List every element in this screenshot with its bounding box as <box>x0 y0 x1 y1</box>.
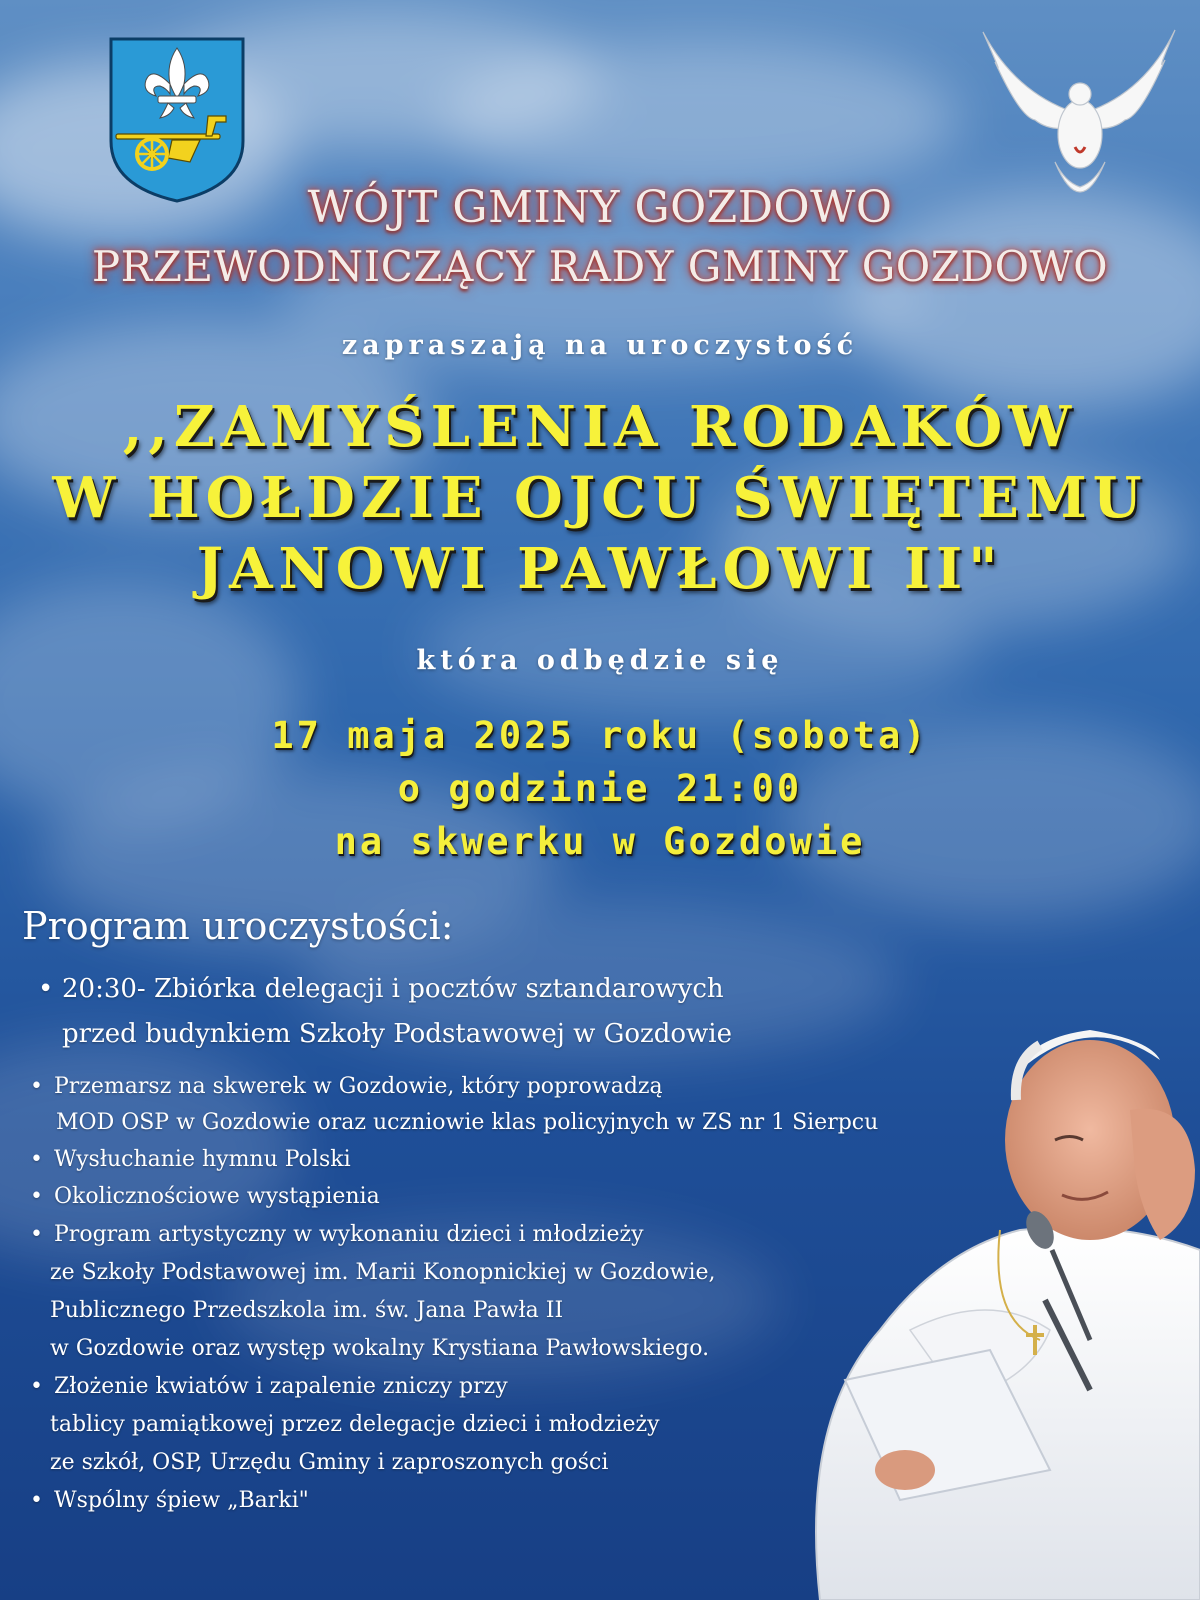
program-item-text: Przemarsz na skwerek w Gozdowie, który poprowadzą <box>54 1074 663 1099</box>
program-item-text: przed budynkiem Szkoły Podstawowej w Gozdowie <box>62 1019 733 1049</box>
program-item <box>30 1184 380 1209</box>
bullet: • <box>38 974 54 1004</box>
event-place: na skwerku w Gozdowie <box>334 820 866 863</box>
program-item <box>30 1222 644 1247</box>
event-date: 17 maja 2025 roku (sobota) <box>271 714 929 757</box>
program-item-text: ze Szkoły Podstawowej im. Marii Konopnickiej w Gozdowie, <box>50 1260 716 1285</box>
program-item <box>30 1074 663 1099</box>
program-item-text: 20:30- Zbiórka delegacji i pocztów sztandarowych <box>62 974 724 1004</box>
program-item-text: w Gozdowie oraz występ wokalny Krystiana Pawłowskiego. <box>50 1336 710 1361</box>
invite-which: która odbędzie się <box>416 645 784 676</box>
bullet: • <box>30 1374 43 1399</box>
bullet: • <box>30 1147 43 1172</box>
bullet: • <box>30 1488 43 1513</box>
program-item-text: Program artystyczny w wykonaniu dzieci i młodzieży <box>54 1222 644 1247</box>
header-line-2: PRZEWODNICZĄCY RADY GMINY GOZDOWO <box>91 242 1109 291</box>
coat-of-arms-icon <box>108 36 246 204</box>
program-item <box>30 1147 351 1172</box>
program-item-text: ze szkół, OSP, Urzędu Gminy i zaproszonych gości <box>50 1450 609 1475</box>
program-title: Program uroczystości: <box>22 904 454 948</box>
program-item-text: Wspólny śpiew „Barki" <box>54 1488 309 1513</box>
program-item-text: Okolicznościowe wystąpienia <box>54 1184 380 1209</box>
program-item-text: Wysłuchanie hymnu Polski <box>54 1147 351 1172</box>
program-item-text: Publicznego Przedszkola im. św. Jana Pawła II <box>50 1298 564 1323</box>
bullet: • <box>30 1222 43 1247</box>
invite-intro: zapraszają na uroczystość <box>341 330 859 361</box>
program-item <box>38 974 724 1004</box>
event-title-line-1: ,,ZAMYŚLENIA RODAKÓW <box>122 394 1078 460</box>
program-item-text: MOD OSP w Gozdowie oraz uczniowie klas policyjnych w ZS nr 1 Sierpcu <box>56 1110 879 1135</box>
event-title-line-3: JANOWI PAWŁOWI II" <box>196 536 1004 602</box>
program-item <box>30 1374 508 1399</box>
event-title-line-2: W HOŁDZIE OJCU ŚWIĘTEMU <box>52 465 1148 531</box>
program-item-text: Złożenie kwiatów i zapalenie zniczy przy <box>54 1374 508 1399</box>
program-item <box>30 1488 309 1513</box>
pope-photo <box>790 1000 1200 1600</box>
event-time: o godzinie 21:00 <box>397 767 803 810</box>
header-line-1: WÓJT GMINY GOZDOWO <box>307 182 893 233</box>
bullet: • <box>30 1184 43 1209</box>
bullet: • <box>30 1074 43 1099</box>
program-item-text: tablicy pamiątkowej przez delegacje dzieci i młodzieży <box>50 1412 660 1437</box>
